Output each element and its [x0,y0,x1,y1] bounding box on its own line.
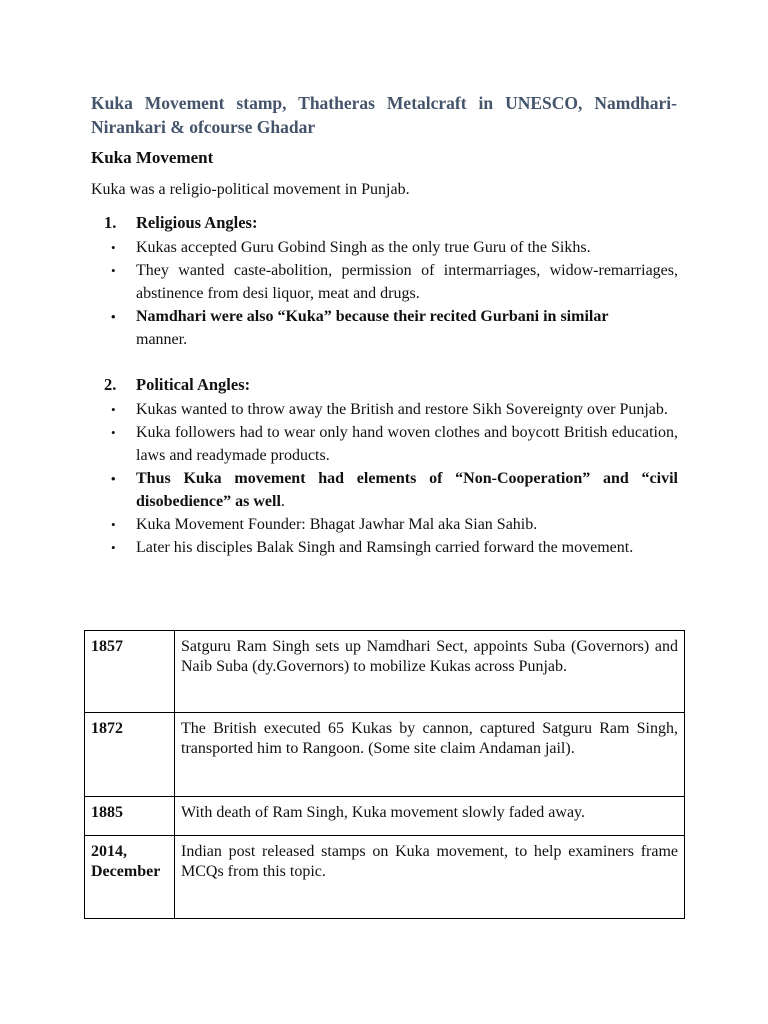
timeline-table [84,630,685,919]
table-row [85,713,685,797]
page-title: Kuka Movement stamp, Thatheras Metalcraft in UNESCO, Namdhari-Nirankari & ofcourse Ghadar [91,93,677,137]
list-item: • Kukas accepted Guru Gobind Singh as the only true Guru of the Sikhs. [136,236,678,259]
list-item: • Namdhari were also “Kuka” because their recited Gurbani in similar manner. [136,305,678,351]
political-angles-heading [104,374,250,396]
event-cell: Satguru Ram Singh sets up Namdhari Sect, appoints Suba (Governors) and Naib Suba (dy.Governors) to mobilize Kukas across Punjab. [175,631,685,713]
year-cell: 1857 [85,631,175,713]
year-cell: 1885 [85,797,175,836]
event-cell: With death of Ram Singh, Kuka movement slowly faded away. [175,797,685,836]
bullet-icon: • [111,402,116,417]
table-row [85,797,685,836]
table-row [85,631,685,713]
religious-angles-list [0,236,678,351]
table-row [85,836,685,919]
list-item: • Thus Kuka movement had elements of “Non-Cooperation” and “civil disobedience” as well. [136,467,678,513]
year-cell: 2014, December [85,836,175,919]
bullet-icon: • [111,517,116,532]
year-cell: 1872 [85,713,175,797]
list-item: • Kukas wanted to throw away the British and restore Sikh Sovereignty over Punjab. [136,398,678,421]
bullet-icon: • [111,425,116,440]
intro-paragraph: Kuka was a religio-political movement in Punjab. [91,181,410,198]
heading-number: 1. [104,213,117,232]
bullet-icon: • [111,540,116,555]
list-item: • Later his disciples Balak Singh and Ramsingh carried forward the movement. [136,536,678,559]
bullet-icon: • [111,309,116,324]
heading-number: 2. [104,375,117,394]
bullet-icon: • [111,471,116,486]
section-heading: Kuka Movement [91,148,214,167]
heading-text: Political Angles: [136,375,251,394]
bullet-icon: • [111,263,116,278]
heading-text: Religious Angles: [136,213,258,232]
event-cell: Indian post released stamps on Kuka movement, to help examiners frame MCQs from this topic. [175,836,685,919]
list-item: • They wanted caste-abolition, permission of intermarriages, widow-remarriages, abstinence from desi liquor, meat and drugs. [136,259,678,305]
religious-angles-heading [104,212,257,234]
event-cell: The British executed 65 Kukas by cannon, captured Satguru Ram Singh, transported him to Rangoon. (Some site claim Andaman jail). [175,713,685,797]
list-item: • Kuka Movement Founder: Bhagat Jawhar Mal aka Sian Sahib. [136,513,678,536]
political-angles-list [0,398,678,559]
list-item: • Kuka followers had to wear only hand woven clothes and boycott British education, laws and readymade products. [136,421,678,467]
bullet-icon: • [111,240,116,255]
